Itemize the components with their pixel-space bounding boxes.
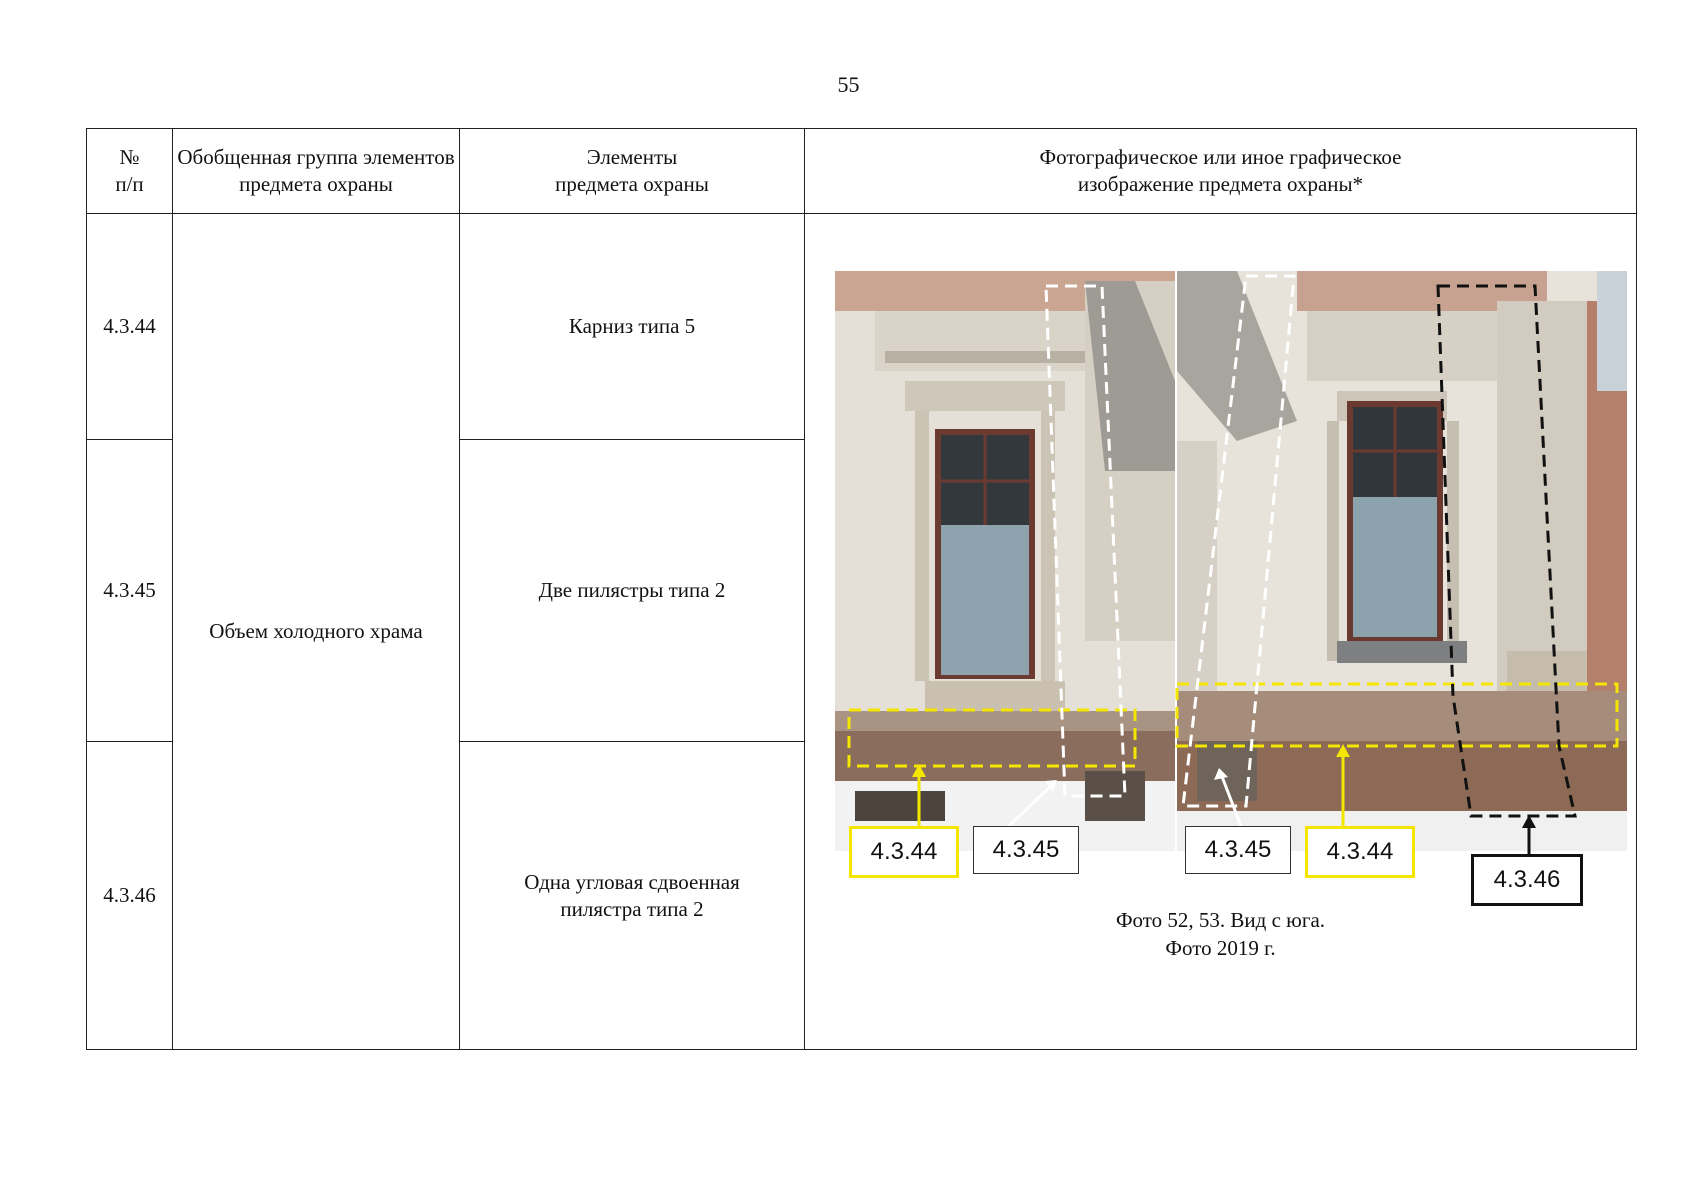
element-cell: Две пилястры типа 2: [460, 440, 805, 742]
header-elements: Элементы предмета охраны: [460, 129, 805, 214]
photo-caption: Фото 52, 53. Вид с юга. Фото 2019 г.: [1115, 908, 1326, 960]
photo-52: [835, 271, 1175, 851]
photo-figure: [813, 214, 1628, 960]
header-num: № п/п: [87, 129, 173, 214]
protection-table: [86, 128, 1637, 1050]
group-cell: Объем холодного храма: [173, 214, 460, 1050]
row-number: 4.3.45: [87, 440, 173, 742]
header-group: Обобщенная группа элементов предмета охраны: [173, 129, 460, 214]
table-row: [87, 214, 1637, 440]
callout-4-3-44-right: 4.3.44: [1305, 826, 1415, 878]
callout-4-3-45-left: 4.3.45: [973, 826, 1079, 874]
callout-4-3-44-left: 4.3.44: [849, 826, 959, 878]
photo-cell: [805, 214, 1637, 1050]
table-header-row: [87, 129, 1637, 214]
element-cell: Одна угловая сдвоенная пилястра типа 2: [460, 742, 805, 1050]
header-image: Фотографическое или иное графическое изображение предмета охраны*: [805, 129, 1637, 214]
page-number: 55: [837, 72, 860, 97]
element-cell: Карниз типа 5: [460, 214, 805, 440]
row-number: 4.3.46: [87, 742, 173, 1050]
callout-4-3-46: 4.3.46: [1471, 854, 1583, 906]
photo-53: [1177, 271, 1627, 851]
callout-4-3-45-right: 4.3.45: [1185, 826, 1291, 874]
row-number: 4.3.44: [87, 214, 173, 440]
